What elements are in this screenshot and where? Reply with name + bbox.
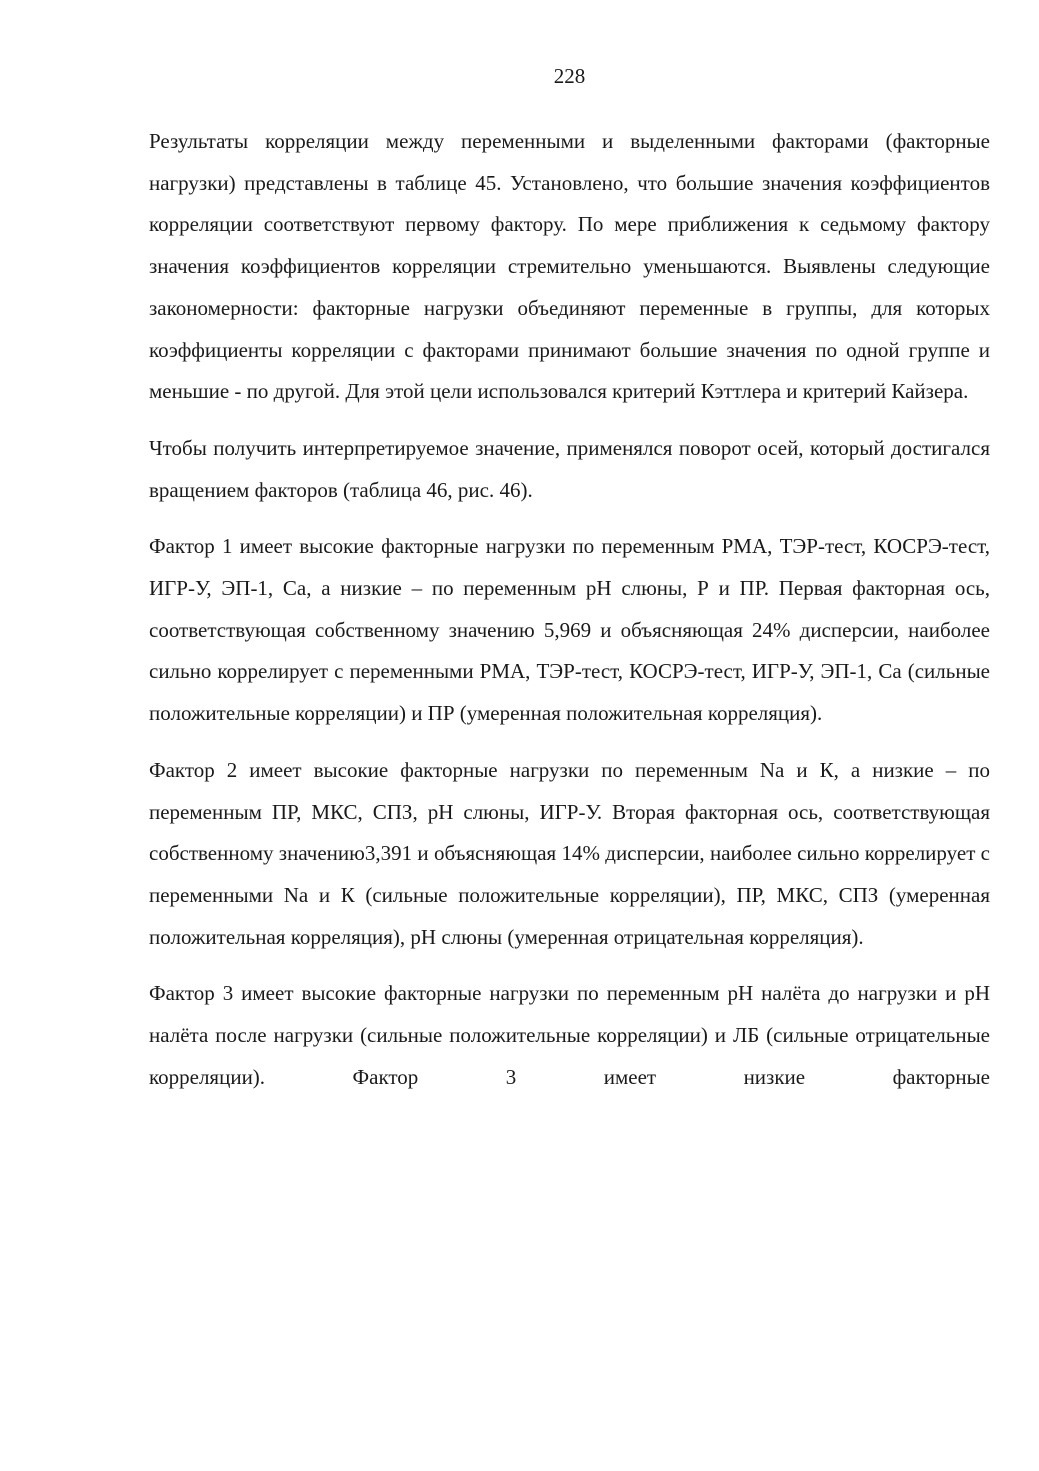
paragraph-axis-rotation: Чтобы получить интерпретируемое значение, применялся поворот осей, который достигался вращением факторов (таблица 46, рис. 46).: [149, 435, 990, 502]
paragraph-loadings-overview: Результаты корреляции между переменными и выделенными факторами (факторные нагрузки) представлены в таблице 45. Установлено, что большие значения коэффициентов корреляции соответствуют первому фактору. По мере приближения к седьмому фактору значения коэффициентов корреляции стремительно уменьшаются. Выявлены следующие закономерности: факторные нагрузки объединяют переменные в группы, для которых коэффициенты корреляции с факторами принимают большие значения по одной группе и меньшие - по другой. Для этой цели использовался критерий Кэттлера и критерий Кайзера.: [149, 129, 990, 404]
document-body: [149, 121, 990, 1113]
page-number: 228: [553, 64, 586, 88]
paragraph-factor-1: Фактор 1 имеет высокие факторные нагрузки по переменным РМА, ТЭР-тест, КОСРЭ-тест, ИГР-У, ЭП-1, Са, а низкие – по переменным рН слюны, Р и ПР. Первая факторная ось, соответствующая собственному значению 5,969 и объясняющая 24% дисперсии, наиболее сильно коррелирует с переменными РМА, ТЭР-тест, КОСРЭ-тест, ИГР-У, ЭП-1, Са (сильные положительные корреляции) и ПР (умеренная положительная корреляция).: [149, 534, 990, 726]
paragraph-factor-2: Фактор 2 имеет высокие факторные нагрузки по переменным Na и К, а низкие – по переменным ПР, МКС, СПЗ, рН слюны, ИГР-У. Вторая факторная ось, соответствующая собственному значению3,391 и объясняющая 14% дисперсии, наиболее сильно коррелирует с переменными Na и К (сильные положительные корреляции), ПР, МКС, СПЗ (умеренная положительная корреляция), рН слюны (умеренная отрицательная корреляция).: [149, 757, 990, 949]
paragraph-factor-3: Фактор 3 имеет высокие факторные нагрузки по переменным рН налёта до нагрузки и рН налёта после нагрузки (сильные положительные корреляции) и ЛБ (сильные отрицательные корреляции). Фактор 3 имеет низкие факторные: [149, 981, 990, 1089]
